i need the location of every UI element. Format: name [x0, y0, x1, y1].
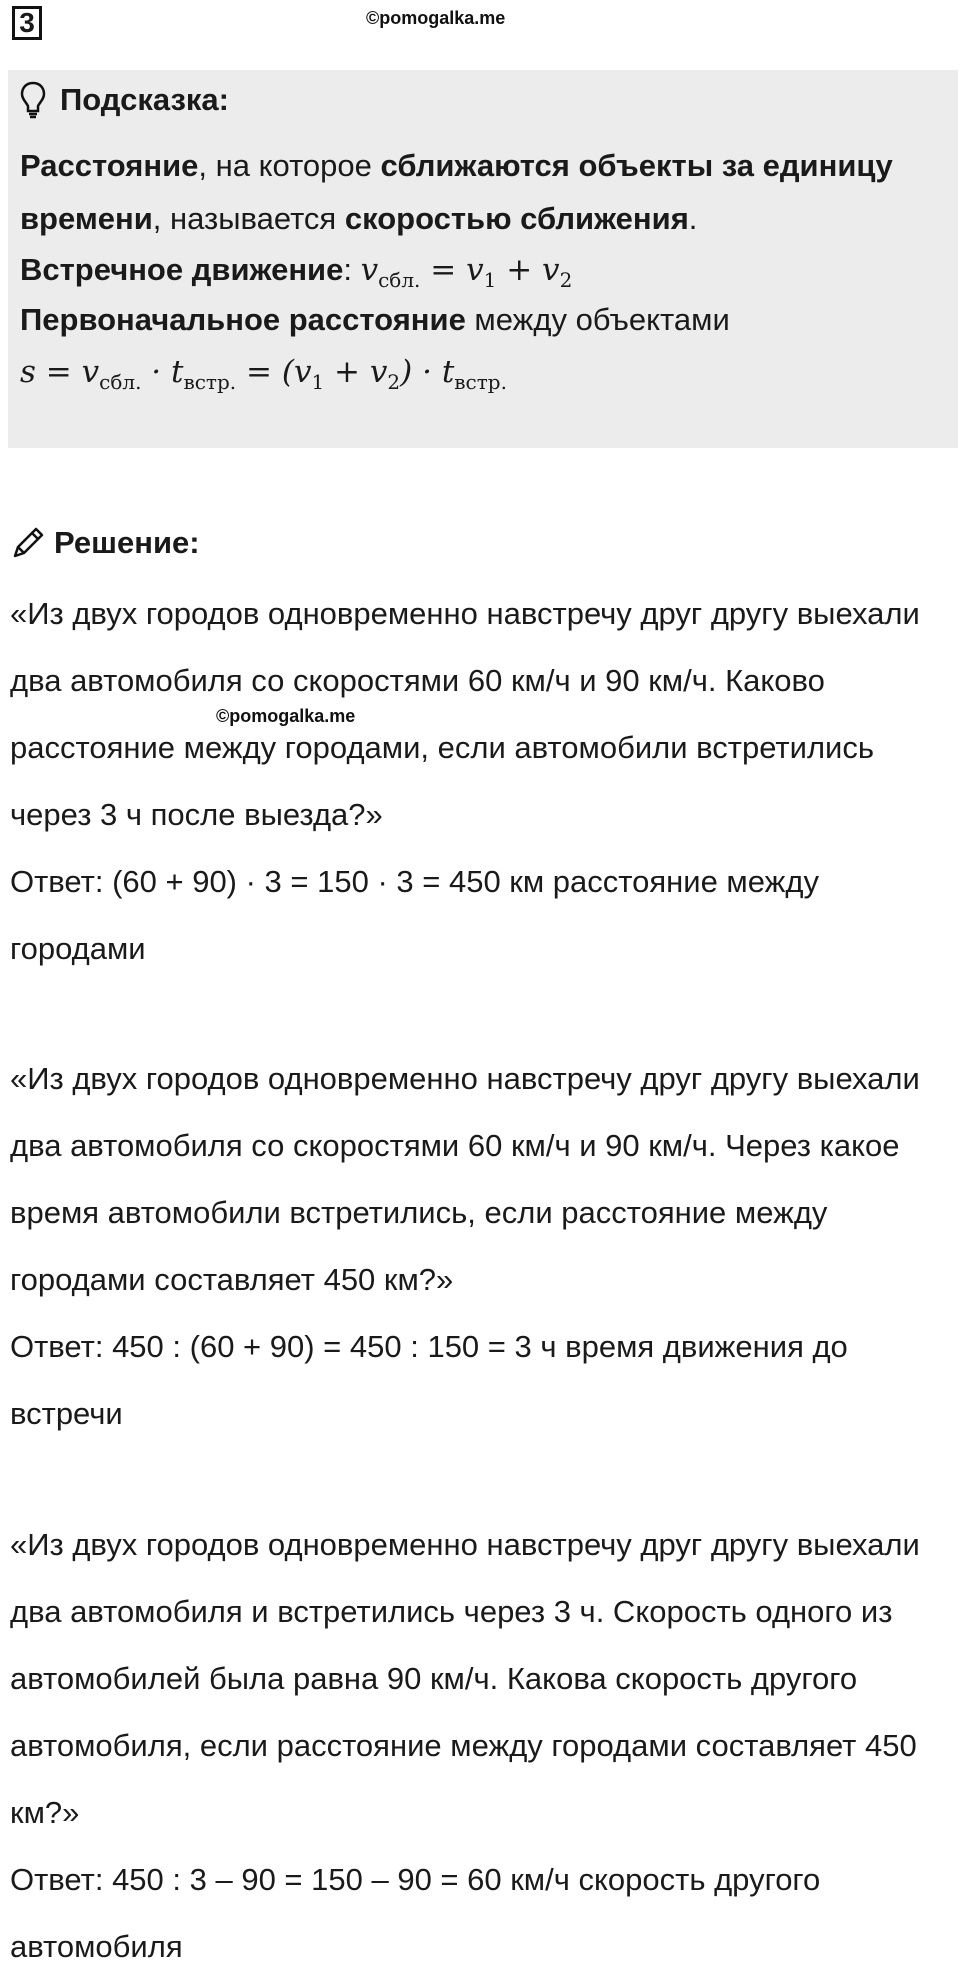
watermark-top: ©pomogalka.me: [366, 8, 506, 28]
op-plus: +: [324, 354, 370, 390]
hint-line-2: [20, 201, 697, 237]
hint-text: , называется: [152, 201, 345, 236]
sub-vstr: встр.: [454, 370, 507, 395]
op-dot: ·: [412, 354, 442, 390]
paren-open: (: [281, 354, 294, 390]
hint-line-5: [20, 354, 507, 394]
var-v: v: [81, 354, 100, 390]
term-approach: сближаются объекты за единицу: [380, 148, 893, 183]
var-v: v: [369, 354, 388, 390]
watermark-middle: ©pomogalka.me: [216, 706, 356, 726]
formula-distance: [20, 354, 507, 395]
sub-1: 1: [311, 370, 325, 395]
lightbulb-icon: [20, 81, 46, 119]
pencil-icon: [10, 525, 46, 561]
hint-line-4: [20, 302, 730, 338]
sub-2: 2: [559, 268, 573, 293]
op-eq: =: [35, 354, 82, 390]
hint-text: , на которое: [198, 148, 381, 183]
term-closing-speed: скоростью сближения: [344, 201, 689, 236]
term-initial-distance: Первоначальное расстояние: [20, 302, 466, 337]
var-v: v: [542, 252, 560, 288]
formula-closing-speed: [360, 252, 573, 293]
op-plus: +: [496, 252, 543, 288]
problem-2: «Из двух городов одновременно навстречу друг другу выехали два автомобиля со скоростями 60 км/ч и 90 км/ч. Через какое время автомобили встретились, если расстояние между городами составляет 450 км?»: [10, 1061, 920, 1297]
solution-title-text: Решение:: [54, 525, 200, 560]
var-t: t: [441, 354, 455, 390]
hint-line-1: [20, 148, 893, 184]
sub-2: 2: [387, 370, 401, 395]
answer-3: Ответ: 450 : 3 – 90 = 150 – 90 = 60 км/ч скорость другого автомобиля: [10, 1862, 821, 1964]
task-number-box: 3: [12, 6, 42, 40]
sub-vstr: встр.: [183, 370, 237, 395]
problem-3: «Из двух городов одновременно навстречу друг другу выехали два автомобиля и встретились через 3 ч. Скорость одного из автомобилей была равна 90 км/ч. Какова скорость другого автомобиля, если расстояние между городами составляет 450 км?»: [10, 1527, 920, 1830]
term-time: времени: [20, 201, 153, 236]
term-distance: Расстояние: [20, 148, 199, 183]
answer-2: Ответ: 450 : (60 + 90) = 450 : 150 = 3 ч время движения до встречи: [10, 1329, 848, 1431]
var-v: v: [293, 354, 312, 390]
answer-1: Ответ: (60 + 90) · 3 = 150 · 3 = 450 км расстояние между городами: [10, 864, 819, 966]
var-v: v: [360, 252, 379, 288]
hint-title-text: Подсказка:: [60, 82, 229, 117]
hint-line-3: [20, 252, 572, 292]
hint-box: [8, 70, 958, 448]
paren-close: ): [400, 354, 413, 390]
sub-1: 1: [483, 268, 497, 293]
sub-sbl: сбл.: [99, 370, 142, 395]
hint-title: [20, 80, 229, 120]
sub-sbl: сбл.: [378, 268, 421, 293]
var-v: v: [466, 252, 484, 288]
var-t: t: [171, 354, 184, 390]
hint-text: .: [688, 201, 698, 236]
op-eq: =: [236, 354, 282, 390]
op-dot: ·: [141, 354, 171, 390]
hint-text: :: [343, 252, 361, 287]
var-s: s: [20, 354, 36, 390]
op-eq: =: [420, 252, 467, 288]
hint-text: между объектами: [465, 302, 730, 337]
solution-title: [10, 520, 200, 566]
term-head-on: Встречное движение: [20, 252, 344, 287]
problem-1: «Из двух городов одновременно навстречу друг другу выехали два автомобиля со скоростями 60 км/ч и 90 км/ч. Каково расстояние между городами, если автомобили встретились через 3 ч после выезда?»: [10, 596, 920, 832]
